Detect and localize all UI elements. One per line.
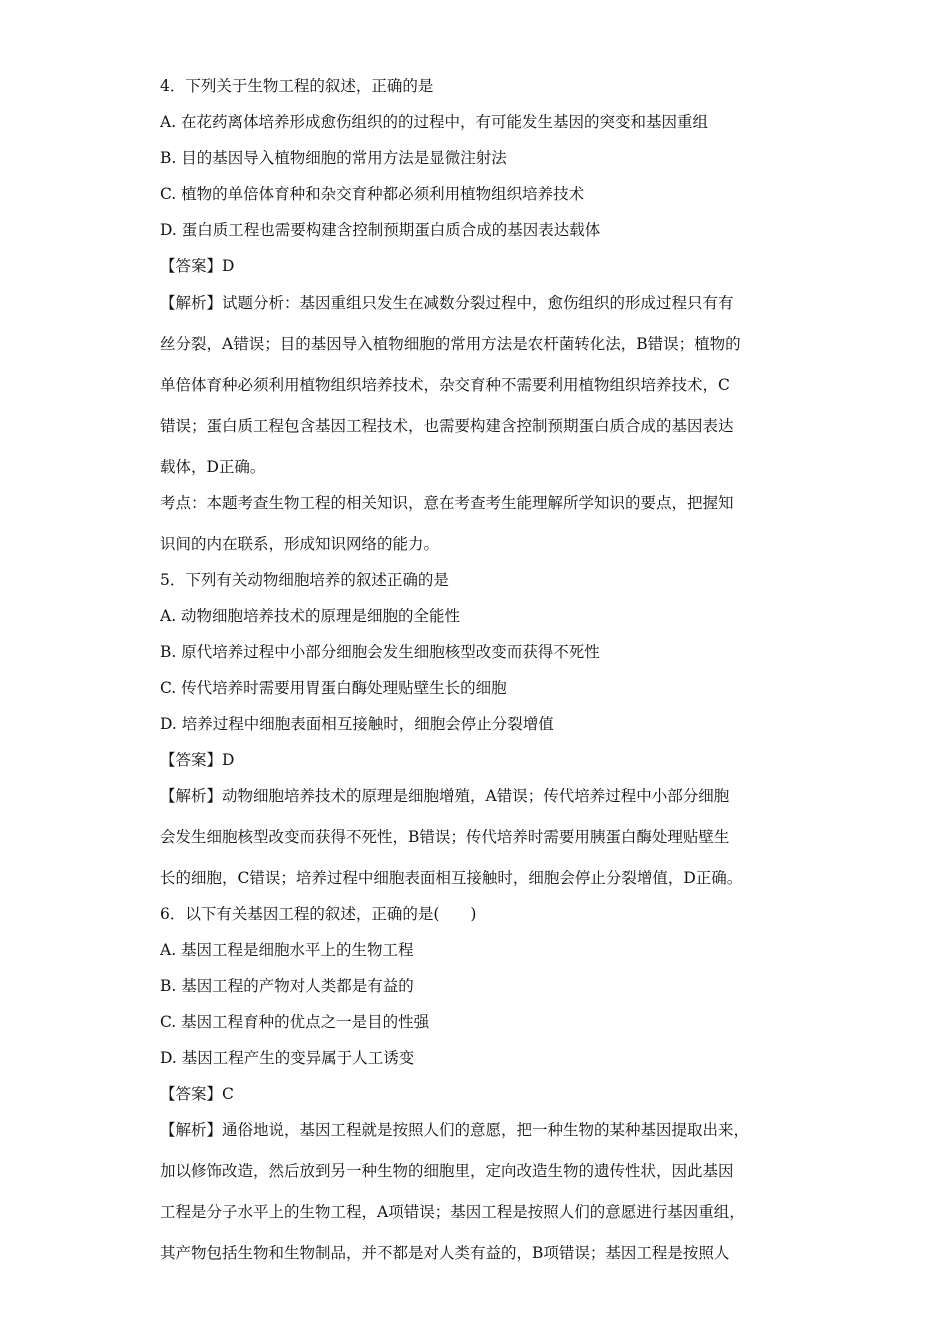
q4-stem: 4．下列关于生物工程的叙述，正确的是 bbox=[160, 77, 434, 95]
q4-option-b: B. 目的基因导入植物细胞的常用方法是显微注射法 bbox=[160, 149, 507, 167]
q4-analysis-line: 【解析】试题分析：基因重组只发生在减数分裂过程中，愈伤组织的形成过程只有有 bbox=[160, 294, 734, 312]
q4-analysis-line: 丝分裂，A错误；目的基因导入植物细胞的常用方法是农杆菌转化法，B错误；植物的 bbox=[160, 335, 741, 353]
q5-analysis-line: 长的细胞，C错误；培养过程中细胞表面相互接触时，细胞会停止分裂增值，D正确。 bbox=[160, 869, 743, 887]
q6-analysis-line: 工程是分子水平上的生物工程，A项错误；基因工程是按照人们的意愿进行基因重组， bbox=[160, 1203, 745, 1221]
q5-option-c: C. 传代培养时需要用胃蛋白酶处理贴壁生长的细胞 bbox=[160, 679, 507, 697]
q6-analysis-line: 【解析】通俗地说，基因工程就是按照人们的意愿，把一种生物的某种基因提取出来， bbox=[160, 1121, 750, 1139]
q4-answer: 【答案】D bbox=[160, 257, 235, 275]
q4-point-line: 考点：本题考查生物工程的相关知识，意在考查考生能理解所学知识的要点，把握知 bbox=[160, 494, 734, 512]
q4-analysis-line: 载体，D正确。 bbox=[160, 458, 266, 476]
q6-option-b: B. 基因工程的产物对人类都是有益的 bbox=[160, 977, 414, 995]
q6-analysis-line: 其产物包括生物和生物制品，并不都是对人类有益的，B项错误；基因工程是按照人 bbox=[160, 1244, 730, 1262]
q4-point-line: 识间的内在联系，形成知识网络的能力。 bbox=[160, 535, 440, 553]
q5-option-a: A. 动物细胞培养技术的原理是细胞的全能性 bbox=[160, 607, 461, 625]
q6-option-d: D. 基因工程产生的变异属于人工诱变 bbox=[160, 1049, 415, 1067]
q6-answer: 【答案】C bbox=[160, 1085, 234, 1103]
q5-analysis-line: 【解析】动物细胞培养技术的原理是细胞增殖，A错误；传代培养过程中小部分细胞 bbox=[160, 787, 730, 805]
q5-analysis-line: 会发生细胞核型改变而获得不死性，B错误；传代培养时需要用胰蛋白酶处理贴壁生 bbox=[160, 828, 730, 846]
q5-answer: 【答案】D bbox=[160, 751, 235, 769]
q5-option-d: D. 培养过程中细胞表面相互接触时，细胞会停止分裂增值 bbox=[160, 715, 554, 733]
q5-option-b: B. 原代培养过程中小部分细胞会发生细胞核型改变而获得不死性 bbox=[160, 643, 600, 661]
q4-option-c: C. 植物的单倍体育种和杂交育种都必须利用植物组织培养技术 bbox=[160, 185, 585, 203]
q5-stem: 5．下列有关动物细胞培养的叙述正确的是 bbox=[160, 571, 449, 589]
q4-analysis-line: 错误；蛋白质工程包含基因工程技术，也需要构建含控制预期蛋白质合成的基因表达 bbox=[160, 417, 734, 435]
q6-analysis-line: 加以修饰改造，然后放到另一种生物的细胞里，定向改造生物的遗传性状，因此基因 bbox=[160, 1162, 734, 1180]
q4-option-d: D. 蛋白质工程也需要构建含控制预期蛋白质合成的基因表达载体 bbox=[160, 221, 601, 239]
q4-option-a: A. 在花药离体培养形成愈伤组织的的过程中，有可能发生基因的突变和基因重组 bbox=[160, 113, 709, 131]
q6-stem: 6．以下有关基因工程的叙述，正确的是( ) bbox=[160, 905, 477, 923]
q6-option-a: A. 基因工程是细胞水平上的生物工程 bbox=[160, 941, 414, 959]
q4-analysis-line: 单倍体育种必须利用植物组织培养技术，杂交育种不需要利用植物组织培养技术，C bbox=[160, 376, 730, 394]
q6-option-c: C. 基因工程育种的优点之一是目的性强 bbox=[160, 1013, 430, 1031]
